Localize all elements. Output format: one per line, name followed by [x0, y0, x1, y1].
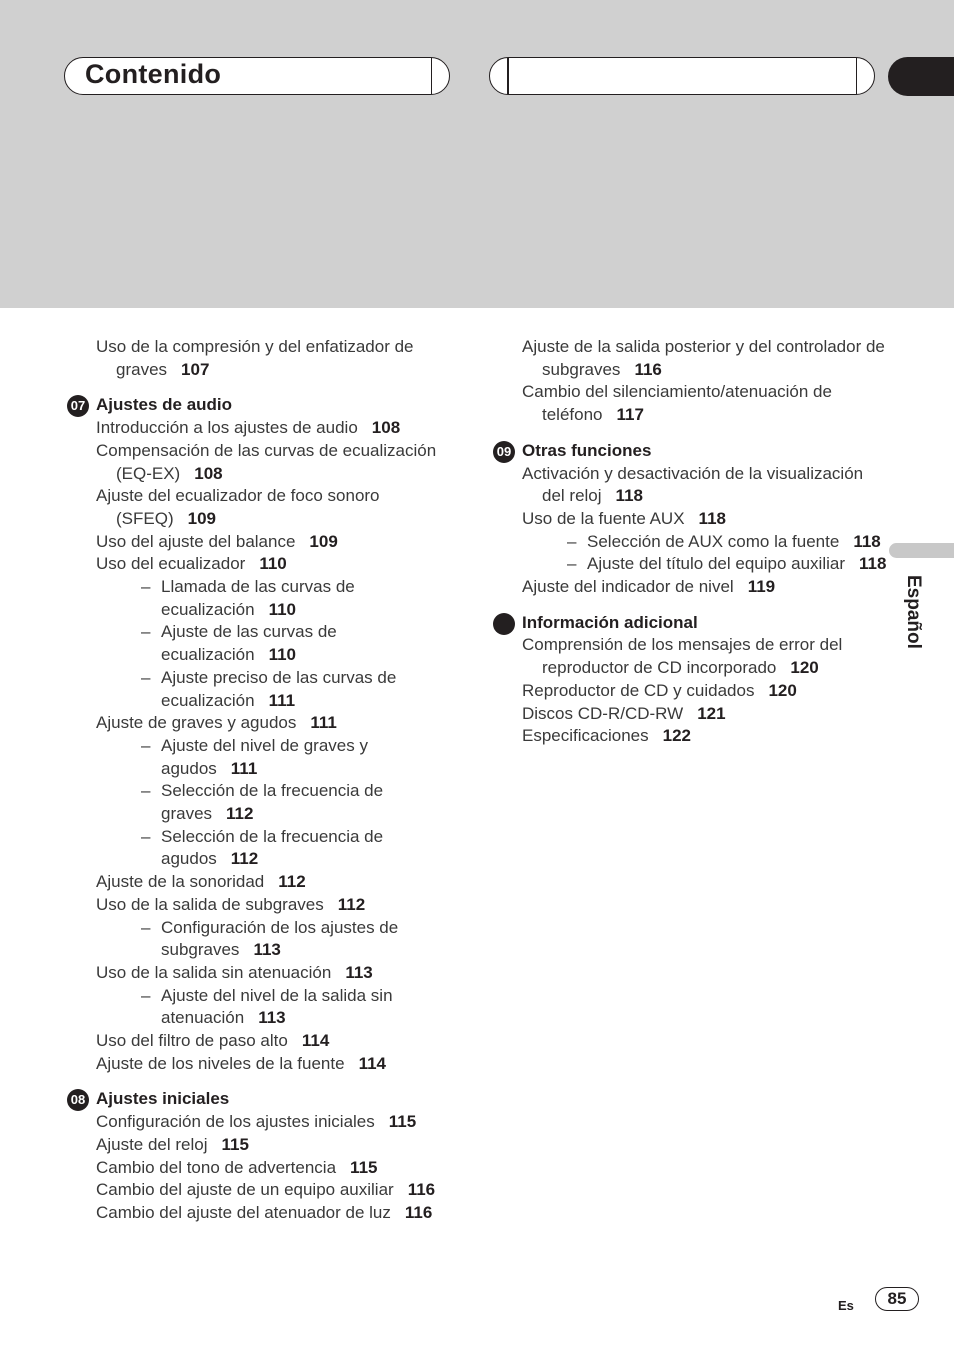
- toc-entry: [96, 962, 464, 985]
- toc-entry: [522, 634, 890, 679]
- toc-page-number: 108: [194, 463, 223, 483]
- section-title: Ajustes iniciales: [96, 1089, 230, 1109]
- toc-entry: [522, 508, 890, 531]
- toc-right-column: [490, 336, 890, 748]
- section-number-badge: [493, 613, 515, 635]
- section-heading: [64, 394, 464, 417]
- toc-page-number: 109: [309, 531, 338, 551]
- toc-entry: [96, 894, 464, 917]
- toc-entry: [96, 1179, 464, 1202]
- subentry-dash: –: [141, 826, 151, 846]
- toc-page-number: 113: [345, 962, 373, 982]
- toc-subentry: [141, 826, 464, 871]
- toc-page-number: 120: [768, 680, 797, 700]
- toc-entry: [522, 463, 890, 508]
- language-tab-label: Español: [903, 575, 924, 649]
- toc-page-number: 120: [790, 658, 819, 678]
- toc-page-number: 112: [278, 872, 306, 892]
- toc-entry: [522, 680, 890, 703]
- toc-page-number: 118: [615, 486, 643, 506]
- toc-subentry: [141, 917, 464, 962]
- section-title: Otras funciones: [522, 440, 652, 460]
- toc-page-number: 109: [187, 508, 216, 528]
- toc-page-number: 108: [371, 418, 401, 438]
- toc-entry-text: Selección de la frecuencia de graves: [161, 781, 384, 824]
- toc-subentry: [141, 576, 464, 621]
- toc-entry-text: Ajuste del indicador de nivel: [522, 577, 734, 597]
- toc-subentry: [141, 621, 464, 666]
- toc-entry-text: Ajuste de graves y agudos: [96, 713, 297, 733]
- toc-entry-text: Cambio del silenciamiento/atenuación de teléfono: [522, 382, 832, 425]
- toc-page-number: 121: [697, 703, 726, 723]
- toc-left-column: [64, 336, 464, 1225]
- toc-entry-text: Ajuste de los niveles de la fuente: [96, 1053, 345, 1073]
- toc-page-number: 112: [226, 804, 254, 824]
- section-number-badge: 07: [67, 395, 89, 417]
- toc-entry-text: Uso de la compresión y del enfatizador de graves: [96, 337, 414, 379]
- toc-page-number: 114: [301, 1031, 330, 1051]
- subentry-dash: –: [141, 917, 151, 937]
- toc-entry-text: Uso de la fuente AUX: [522, 508, 685, 528]
- toc-entry: [96, 1030, 464, 1053]
- toc-entry-text: Uso del filtro de paso alto: [96, 1031, 288, 1051]
- subentry-dash: –: [141, 667, 151, 687]
- toc-entry-text: Comprensión de los mensajes de error del reproductor de CD incorporado: [522, 635, 843, 678]
- toc-page-number: 110: [268, 599, 296, 619]
- subentry-dash: –: [141, 781, 151, 801]
- toc-entry-text: Llamada de las curvas de ecualización: [161, 577, 355, 619]
- toc-entry: [96, 440, 464, 485]
- toc-page-number: 115: [350, 1157, 378, 1177]
- subentry-dash: –: [141, 735, 151, 755]
- toc-page-number: 111: [310, 713, 337, 733]
- toc-entry: [96, 712, 464, 735]
- toc-entry-text: Ajuste del nivel de la salida sin atenuación: [161, 985, 393, 1028]
- toc-entry-text: Ajuste del título del equipo auxiliar: [587, 554, 845, 574]
- page-title: Contenido: [85, 59, 222, 89]
- toc-entry-text: Ajuste de la sonoridad: [96, 872, 265, 892]
- toc-entry-text: Compensación de las curvas de ecualización (EQ-EX): [96, 440, 437, 483]
- toc-subentry: [141, 735, 464, 780]
- toc-entry: [96, 553, 464, 576]
- blank-header-box: [489, 57, 875, 95]
- blank-box-divider-right: [856, 58, 858, 94]
- section-heading: [490, 440, 890, 463]
- toc-page-number: 115: [221, 1134, 249, 1154]
- toc-entry: [96, 1111, 464, 1134]
- title-box: [64, 57, 450, 95]
- toc-entry: [96, 531, 464, 554]
- header-band: [0, 0, 954, 308]
- toc-entry: [96, 1157, 464, 1180]
- section-title: Información adicional: [522, 612, 698, 632]
- toc-entry-text: Ajuste preciso de las curvas de ecualización: [161, 667, 397, 710]
- toc-page-number: 113: [253, 940, 281, 960]
- toc-page-number: 112: [230, 849, 259, 869]
- toc-subentry: [567, 553, 890, 576]
- subentry-dash: –: [567, 531, 577, 551]
- toc-entry-text: Uso del ajuste del balance: [96, 531, 296, 551]
- toc-page-number: 119: [747, 577, 776, 597]
- toc-page-number: 111: [268, 690, 296, 710]
- toc-entry-text: Ajuste de las curvas de ecualización: [161, 622, 337, 665]
- toc-entry-text: Ajuste de la salida posterior y del controlador de subgraves: [522, 337, 885, 379]
- toc-entry-text: Ajuste del ecualizador de foco sonoro (SFEQ): [96, 486, 380, 528]
- toc-subentry: [141, 780, 464, 825]
- toc-page-number: 115: [388, 1112, 417, 1132]
- toc-page-number: 116: [404, 1202, 433, 1222]
- toc-entry: [96, 1053, 464, 1076]
- toc-page-number: 110: [268, 645, 296, 665]
- toc-page-number: 110: [259, 554, 287, 574]
- toc-entry-text: Uso del ecualizador: [96, 554, 246, 574]
- toc-entry-text: Cambio del tono de advertencia: [96, 1157, 337, 1177]
- toc-entry: [522, 725, 890, 748]
- section-title: Ajustes de audio: [96, 395, 233, 415]
- toc-entry-text: Ajuste del nivel de graves y agudos: [161, 735, 368, 778]
- section-number-badge: 08: [67, 1089, 89, 1111]
- footer-language-code: Es: [838, 1298, 854, 1313]
- toc-page-number: 117: [616, 405, 644, 425]
- toc-entry: [522, 703, 890, 726]
- toc-entry: [96, 485, 464, 530]
- toc-entry: [522, 576, 890, 599]
- toc-page-number: 118: [853, 531, 881, 551]
- toc-subentry: [567, 531, 890, 554]
- toc-subentry: [141, 985, 464, 1030]
- language-tab-bar: [889, 543, 954, 558]
- toc-subentry: [141, 667, 464, 712]
- subentry-dash: –: [567, 554, 577, 574]
- subentry-dash: –: [141, 985, 151, 1005]
- toc-entry: [96, 871, 464, 894]
- toc-entry-text: Reproductor de CD y cuidados: [522, 680, 755, 700]
- toc-entry-text: Activación y desactivación de la visualización del reloj: [522, 463, 864, 506]
- toc-entry-text: Configuración de los ajustes iniciales: [96, 1112, 375, 1132]
- toc-entry-text: Cambio del ajuste del atenuador de luz: [96, 1202, 391, 1222]
- toc-page-number: 122: [662, 726, 691, 746]
- toc-page-number: 116: [634, 359, 662, 379]
- toc-page-number: 107: [181, 359, 210, 379]
- toc-entry: [522, 381, 890, 426]
- toc-entry: [96, 1134, 464, 1157]
- subentry-dash: –: [141, 622, 151, 642]
- page-number: 85: [875, 1287, 919, 1311]
- toc-entry: [96, 336, 464, 381]
- toc-entry: [96, 417, 464, 440]
- toc-entry-text: Especificaciones: [522, 726, 649, 746]
- toc-entry-text: Selección de la frecuencia de agudos: [161, 826, 384, 869]
- subentry-dash: –: [141, 577, 151, 597]
- section-heading: [490, 612, 890, 635]
- toc-page-number: 114: [358, 1053, 386, 1073]
- title-box-divider: [431, 58, 433, 94]
- blank-box-divider-left: [507, 58, 509, 94]
- toc-entry-text: Ajuste del reloj: [96, 1134, 208, 1154]
- section-number-badge: 09: [493, 441, 515, 463]
- toc-page-number: 113: [258, 1008, 286, 1028]
- toc-page-number: 118: [698, 508, 726, 528]
- section-heading: [64, 1088, 464, 1111]
- toc-entry-text: Cambio del ajuste de un equipo auxiliar: [96, 1180, 394, 1200]
- toc-entry-text: Selección de AUX como la fuente: [587, 531, 840, 551]
- toc-page-number: 112: [337, 894, 366, 914]
- toc-page-number: 116: [407, 1180, 436, 1200]
- toc-page-number: 118: [859, 554, 887, 574]
- toc-entry-text: Configuración de los ajustes de subgraves: [161, 917, 399, 960]
- toc-entry-text: Discos CD-R/CD-RW: [522, 703, 684, 723]
- toc-entry: [96, 1202, 464, 1225]
- toc-entry: [522, 336, 890, 381]
- toc-page-number: 111: [230, 758, 258, 778]
- toc-entry-text: Introducción a los ajustes de audio: [96, 418, 358, 438]
- toc-entry-text: Uso de la salida de subgraves: [96, 894, 324, 914]
- toc-entry-text: Uso de la salida sin atenuación: [96, 962, 332, 982]
- black-header-tab: [888, 57, 954, 96]
